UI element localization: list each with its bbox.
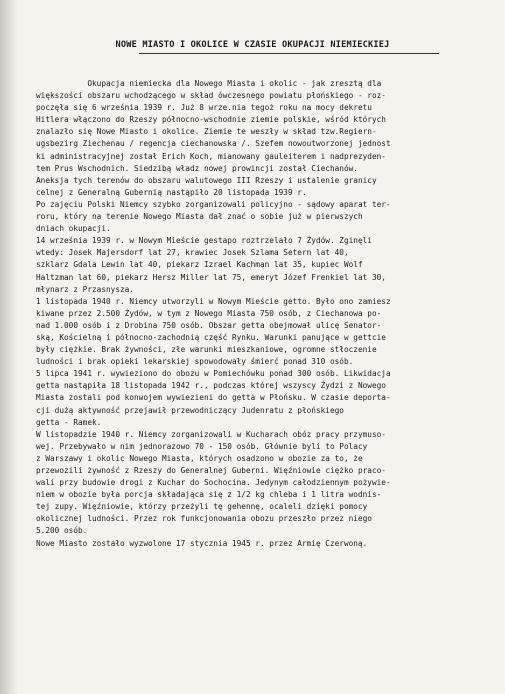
text-line: 1 listopada 1940 r. Niemcy utworzyli w Nowym Mieście getto. Było ono zamiesz: [36, 296, 391, 306]
text-line: ki administracyjnej został Erich Koch, mianowany gauleiterem i nadprezyden-: [36, 151, 386, 161]
text-line: 5.200 osób.: [36, 526, 88, 536]
text-line: ską, Kościelną i północno-zachodnią część Rynku. Warunki panujące w gettcie: [36, 332, 386, 342]
text-line: cji dużą aktywność przejawił przewodniczący Judenratu z płońskiego: [36, 405, 344, 415]
text-line: nad 1.000 osób i z Drobina 750 osób. Obszar getta obejmował ulicę Senator-: [36, 320, 382, 330]
text-line: 14 września 1939 r. w Nowym Mieście gestapo roztrzelało 7 Żydów. Zginęli: [36, 236, 372, 246]
text-line: szklarz Gdala Lewin lat 40, piekarz Izrael Kachman lat 35, kupiec Wolf: [36, 260, 363, 270]
text-line: młynarz z Przasnysza.: [36, 284, 134, 294]
text-line: ludności i brak opieki lekarskiej spowodowały śmierć ponad 310 osób.: [36, 357, 354, 367]
text-line: z Warszawy i okolic Nowego Miasta, których osadzono w obozie za to, że: [36, 453, 363, 463]
text-line: wtedy: Josek Majersdorf lat 27, krawiec Josek Szlama Setern lat 40,: [36, 248, 349, 258]
title-underline: [139, 53, 439, 54]
text-line: dniach okupacji.: [36, 224, 111, 234]
text-line: wali przy budowie drogi z Kuchar do Sochocina. Jedynym całodziennym pożywie-: [36, 478, 391, 488]
text-line: okolicznej ludności. Przez rok funkcjonowania obozu przeszło przez niego: [36, 514, 372, 524]
text-line: Hitlera włączono do Rzeszy północno-wschodnie ziemie polskie, wśród których: [36, 115, 386, 125]
text-line: Po zajęciu Polski Niemcy szybko zorganizowali policyjno - sądowy aparat ter-: [36, 199, 391, 209]
text-line: roru, który na terenie Nowego Miasta dał znać o sobie już w pierwszych: [36, 212, 363, 222]
text-line: celnej z Generalną Gubernią nastąpiło 20 listopada 1939 r.: [36, 187, 307, 197]
text-line: Okupacja niemiecka dla Nowego Miasta i okolic - jak zresztą dla: [36, 79, 382, 88]
text-line: Aneksja tych terenów do obszaru walutowego III Rzeszy i ustalenie granicy: [36, 175, 377, 185]
text-line: poczęła się 6 września 1939 r. Już 8 wrze.nia tegoż roku na mocy dekretu: [36, 103, 372, 113]
text-line: ugsbezirg Ziechenau / regencja ciechanowska /. Szefem nowoutworzonej jednost: [36, 139, 391, 149]
text-line: tem Prus Wschodnich. Siedzibą władz nowej prowincji został Ciechanów.: [36, 163, 358, 173]
page-edge-shadow: [0, 0, 18, 694]
text-line: getta - Ramek.: [36, 417, 102, 427]
text-line: W listopadzie 1940 r. Niemcy zorganizowali w Kucharach obóz pracy przymuso-: [36, 429, 386, 439]
text-line: kiwane przez 2.500 Żydów, w tym z Nowego Miasta 750 osób, z Ciechanowa po-: [36, 308, 382, 318]
text-line: tej zupy. Więźniowie, którzy przeżyli tę gehennę, ocaleli dzięki pomocy: [36, 502, 368, 512]
text-line: znalazło się Nowe Miasto i okolice. Ziemie te weszły w skład tzw.Regiern-: [36, 127, 377, 137]
text-line: 5 lipca 1941 r. wywieziono do obozu w Pomiechówku ponad 300 osób. Likwidacja: [36, 369, 391, 379]
document-body: [36, 78, 476, 550]
document-title: NOWE MIASTO I OKOLICE W CZASIE OKUPACJI NIEMIECKIEJ: [115, 40, 390, 50]
text-line: były ciężkie. Brak żywności, złe warunki mieszkaniowe, ogromne stłoczenie: [36, 345, 377, 355]
text-line: większości obszaru wchodzącego w skład ówczesnego powiatu płońskiego - roz-: [36, 91, 386, 101]
text-line: wej. Przebywało w nim jednorazowo 70 - 150 osób. Głównie byli to Polacy: [36, 441, 368, 451]
text-line: przewozili żywność z Rzeszy do Generalnej Guberni. Więźniowie ciężko praco-: [36, 466, 386, 475]
text-line: Nowe Miasto zostało wyzwolone 17 stycznia 1945 r. przez Armię Czerwoną.: [36, 538, 368, 548]
text-line: getta nastąpiła 18 listopada 1942 r., podczas której wszyscy Żydzi z Nowego: [36, 381, 386, 391]
text-line: Haltzman lat 60, piekarz Hersz Miller lat 75, emeryt Józef Frenkiel lat 30,: [36, 272, 386, 282]
text-line: Miasta zostali pod konwojem wywiezieni do getta w Płońsku. W czasie deporta-: [36, 393, 391, 403]
text-line: niem w obozie była porcja składająca się z 1/2 kg chleba i 1 litra wodnis-: [36, 490, 382, 500]
